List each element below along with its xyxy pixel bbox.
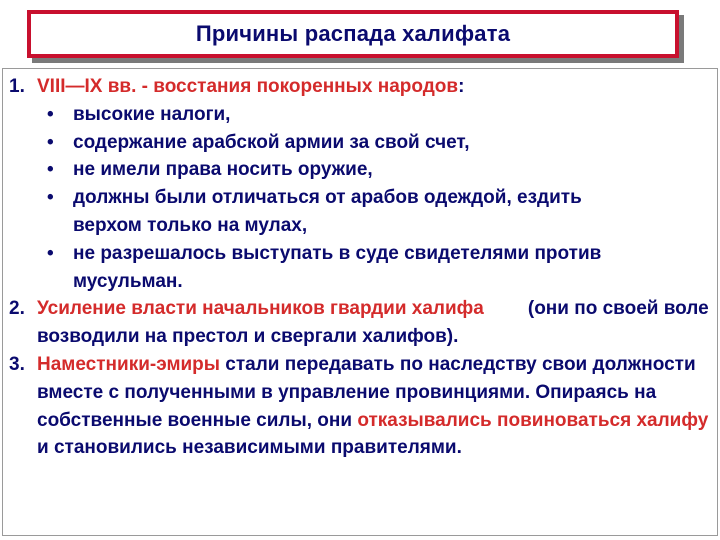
bullet-item — [47, 184, 709, 240]
bullet-text: не разрешалось выступать в суде свидетелями против мусульман. — [73, 242, 602, 292]
bullet-icon: • — [47, 187, 54, 209]
item-number: 3. — [9, 353, 25, 375]
title-box — [27, 10, 679, 58]
item-text — [37, 295, 709, 351]
item-1-period: VIII—IX вв. - — [37, 76, 154, 97]
bullet-item — [47, 101, 709, 129]
item-text — [37, 73, 709, 101]
bullet-icon: • — [47, 242, 54, 264]
item-3-text-1: стали передавать по наследству свои должности вместе с полученными в управление провинциями. Опираясь на собственные военные силы, они — [37, 353, 696, 431]
bullet-item — [47, 156, 709, 184]
list-item-3 — [9, 351, 709, 462]
item-3-highlight-2: отказывались повиноваться халифу — [357, 409, 709, 431]
item-number: 1. — [9, 76, 25, 97]
item-number: 2. — [9, 298, 25, 320]
bullet-icon: • — [47, 103, 54, 125]
bullet-item — [47, 129, 709, 157]
slide-title: Причины распада халифата — [195, 21, 511, 46]
item-1-highlight: восстания покоренных народов — [153, 76, 459, 97]
item-2-highlight: Усиление власти начальников гвардии халифа — [37, 298, 484, 320]
bullet-text: высокие налоги, — [73, 103, 231, 125]
list-item-1 — [9, 73, 709, 101]
bullet-text: не имели права носить оружие, — [73, 159, 373, 181]
bullet-text: должны были отличаться от арабов одеждой, ездить верхом только на мулах, — [73, 187, 582, 236]
item-3-text-2: и становились независимыми правителями. — [37, 437, 462, 459]
bullet-icon: • — [47, 131, 54, 153]
item-2-text: (они по своей воле возводили на престол и свергали халифов). — [37, 298, 709, 348]
bullet-text: содержание арабской армии за свой счет, — [73, 131, 470, 153]
item-3-highlight-1: Наместники-эмиры — [37, 353, 221, 375]
item-1-colon: : — [458, 76, 465, 97]
item-text — [37, 351, 709, 462]
bullet-icon: • — [47, 159, 54, 181]
content-panel — [2, 68, 718, 536]
list-item-2 — [9, 295, 709, 351]
bullet-item — [47, 240, 709, 296]
